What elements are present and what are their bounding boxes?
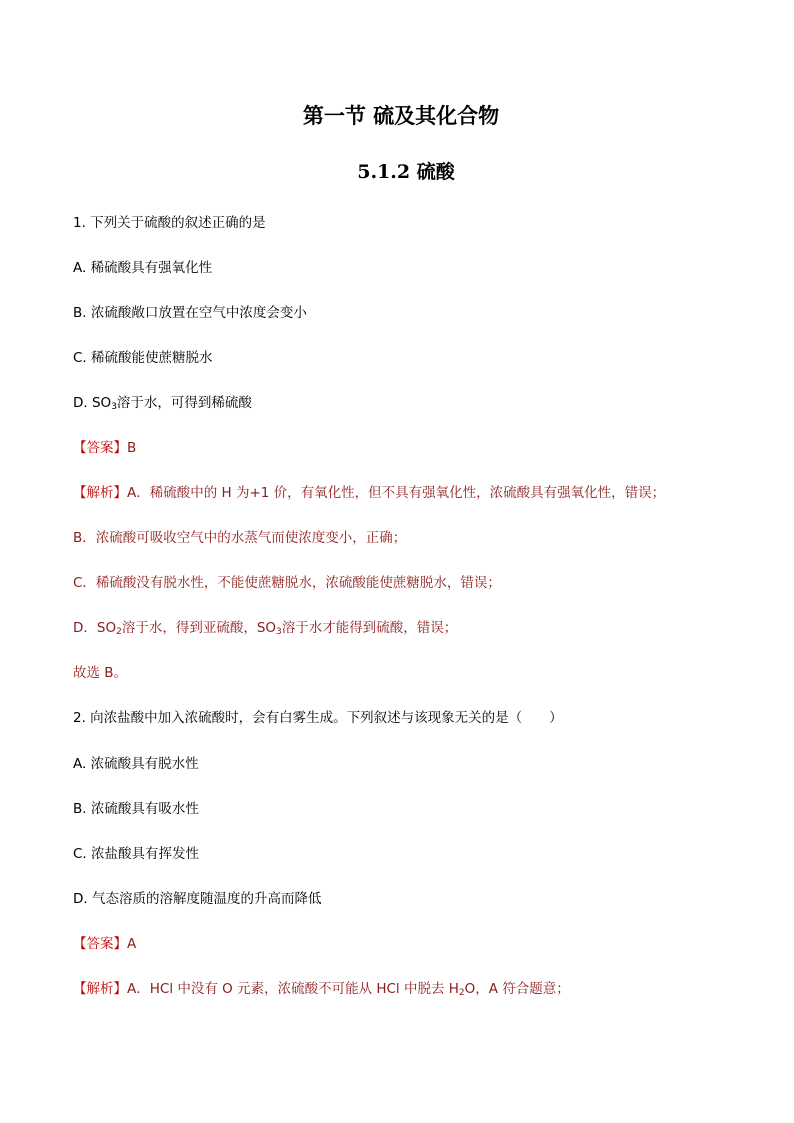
q2-analysis-a-1: A．HCl 中没有 O 元素，浓硫酸不可能从 HCl 中脱去 H [127, 981, 459, 997]
question-2-stem: 2. 向浓盐酸中加入浓硫酸时，会有白雾生成。下列叙述与该现象无关的是（ ） [73, 710, 563, 726]
q1-analysis-d-sub2: 3 [276, 627, 282, 637]
q2-analysis-a-sub: 2 [458, 988, 465, 998]
question-1-conclusion: 故选 B。 [73, 665, 128, 681]
answer-value: A [127, 936, 137, 952]
question-1-analysis-d [73, 618, 733, 638]
analysis-tag: 【解析】 [73, 981, 127, 997]
q1-analysis-d-sub1: 2 [116, 627, 122, 637]
section-title: 5.1.2 硫酸 [357, 161, 455, 183]
q1-option-d-pre: D. SO [73, 395, 112, 411]
chapter-title: 第一节 硫及其化合物 [302, 103, 500, 128]
answer-tag: 【答案】 [73, 440, 127, 456]
question-1-option-d [73, 393, 733, 413]
q1-option-d-post: 溶于水，可得到稀硫酸 [116, 395, 252, 411]
q1-analysis-d-1: D．SO [73, 620, 117, 636]
q1-analysis-d-2: 溶于水，得到亚硫酸，SO [121, 620, 277, 636]
question-1-analysis-b: B．浓硫酸可吸收空气中的水蒸气而使浓度变小，正确； [73, 530, 407, 546]
answer-value: B [127, 440, 137, 456]
question-1-option-c: C. 稀硫酸能使蔗糖脱水 [73, 350, 213, 366]
q1-option-d-sub: 3 [111, 402, 117, 412]
question-2-analysis-a [73, 979, 733, 999]
question-1-analysis-a [73, 483, 733, 503]
q2-analysis-a-2: O，A 符合题意； [464, 981, 570, 997]
analysis-tag: 【解析】 [73, 485, 127, 501]
answer-tag: 【答案】 [73, 936, 127, 952]
question-2-option-d: D. 气态溶质的溶解度随温度的升高而降低 [73, 891, 322, 907]
question-1-analysis-c: C．稀硫酸没有脱水性，不能使蔗糖脱水，浓硫酸能使蔗糖脱水，错误； [73, 575, 501, 591]
question-1-option-a: A. 稀硫酸具有强氧化性 [73, 260, 213, 276]
question-2-option-c: C. 浓盐酸具有挥发性 [73, 846, 200, 862]
analysis-text: A．稀硫酸中的 H 为+1 价，有氧化性，但不具有强氧化性，浓硫酸具有强氧化性，错误； [127, 485, 666, 501]
question-2-option-b: B. 浓硫酸具有吸水性 [73, 801, 199, 817]
question-2-option-a: A. 浓硫酸具有脱水性 [73, 756, 199, 772]
question-2-answer [73, 934, 733, 954]
question-1-answer [73, 438, 733, 458]
question-1-option-b: B. 浓硫酸敞口放置在空气中浓度会变小 [73, 305, 307, 321]
question-1-stem: 1. 下列关于硫酸的叙述正确的是 [73, 215, 266, 231]
q1-analysis-d-3: 溶于水才能得到硫酸，错误； [281, 620, 458, 636]
